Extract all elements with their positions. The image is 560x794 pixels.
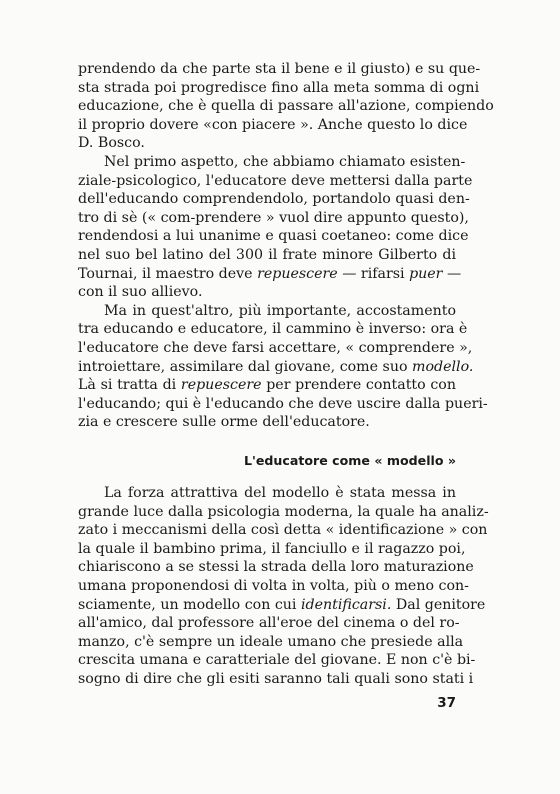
text-line: prendendo da che parte sta il bene e il giusto) e su que-: [78, 61, 481, 77]
text-line: la quale il bambino prima, il fanciullo e il ragazzo poi,: [78, 540, 466, 557]
italic-span: puer: [409, 265, 443, 282]
italic-span: repuescere: [257, 265, 338, 282]
text-line: Ma in quest'altro, più importante, accostamento: [104, 302, 456, 319]
italic-span: repuescere: [180, 377, 262, 394]
text-block-bottom: [78, 484, 489, 689]
text-span: per prendere contatto con: [261, 377, 456, 394]
text-span: — rifarsi: [337, 265, 410, 282]
text-line: nel suo bel latino del 300 il frate minore Gilberto di: [78, 246, 456, 263]
section-heading: L'educatore come « modello »: [244, 453, 456, 468]
text-line: l'educatore che deve farsi accettare, « comprendere »,: [78, 339, 473, 356]
text-line: il proprio dovere «con piacere ». Anche questo lo dice: [78, 116, 468, 133]
text-line: ziale-psicologico, l'educatore deve mettersi dalla parte: [78, 172, 473, 189]
text-block-top: [78, 60, 494, 432]
text-line: [78, 596, 486, 615]
text-line: [78, 358, 474, 377]
text-line: umana proponendosi di volta in volta, più o meno con-: [78, 577, 469, 594]
page-number: 37: [437, 695, 456, 711]
text-line: dell'educando comprendendolo, portandolo quasi den-: [78, 191, 470, 208]
text-line: sta strada poi progredisce fino alla meta somma di ogni: [78, 79, 480, 96]
text-line: educazione, che è quella di passare all'azione, compiendo: [78, 98, 494, 115]
text-line: crescita umana e caratteriale del giovane. E non c'è bi-: [78, 652, 476, 669]
text-span: Dal genitore: [391, 596, 486, 613]
italic-span: identificarsi.: [300, 596, 392, 613]
text-span: sciamente, un modello con cui: [78, 596, 301, 613]
text-line: tra educando e educatore, il cammino è inverso: ora è: [78, 321, 468, 338]
text-line: manzo, c'è sempre un ideale umano che presiede alla: [78, 633, 464, 650]
text-span: introiettare, assimilare dal giovane, come suo: [78, 358, 413, 375]
text-line: [78, 376, 456, 395]
text-line: all'amico, dal professore all'eroe del cinema o del ro-: [78, 615, 460, 632]
text-line: rendendosi a lui unanime e quasi coetaneo: come dice: [78, 228, 469, 245]
text-line: D. Bosco.: [78, 135, 145, 152]
text-span: Tournai, il maestro deve: [78, 265, 258, 282]
text-line: con il suo allievo.: [78, 284, 203, 301]
text-line: sogno di dire che gli esiti saranno tali quali sono stati i: [78, 670, 474, 687]
text-line: La forza attrattiva del modello è stata messa in: [104, 485, 456, 501]
text-span: —: [442, 265, 462, 282]
text-line: grande luce dalla psicologia moderna, la quale ha analiz-: [78, 503, 489, 520]
text-line: Nel primo aspetto, che abbiamo chiamato esisten-: [104, 153, 466, 170]
text-line: zia e crescere sulle orme dell'educatore.: [78, 414, 370, 431]
text-line: zato i meccanismi della così detta « identificazione » con: [78, 522, 488, 539]
text-line: tro di sè (« com-prendere » vuol dire appunto questo),: [78, 209, 469, 226]
text-line: [78, 265, 462, 284]
italic-span: modello.: [412, 358, 474, 375]
text-span: Là si tratta di: [78, 377, 181, 394]
text-line: chiariscono a se stessi la strada della loro maturazione: [78, 559, 474, 576]
text-line: l'educando; qui è l'educando che deve uscire dalla pueri-: [78, 395, 488, 412]
